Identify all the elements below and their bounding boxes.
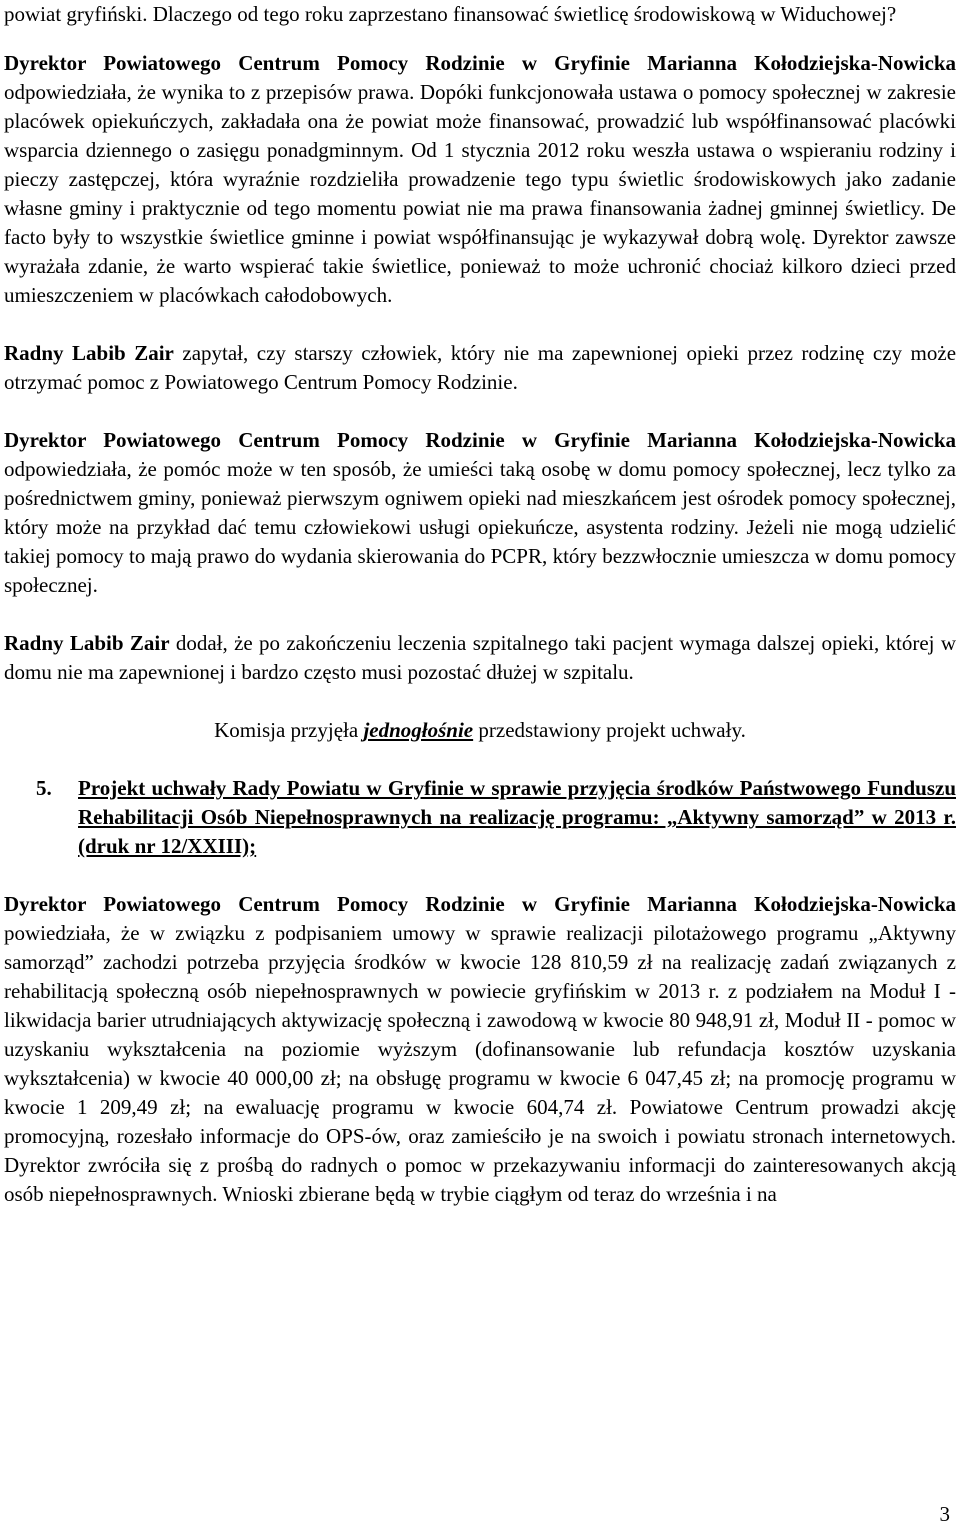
paragraph-director-report [4,890,956,1209]
paragraph-text: odpowiedziała, że pomóc może w ten sposób, że umieści taką osobę w domu pomocy społecznej, lecz tylko za pośrednictwem gminy, ponieważ pierwszym ogniwem opieki nad mieszkańcem jest ośrodek pomocy społecznej, który może na przykład dać temu człowiekowi usługi opiekuńcze, asystenta rodziny. Jeżeli nie mogą udzielić takiej pomocy to mają prawo do wydania skierowania do PCPR, który bezzwłocznie umieszcza w domu pomocy społecznej. [4,457,956,597]
paragraph-councillor-question [4,339,956,397]
resolution-emphasis: jednogłośnie [363,718,474,742]
paragraph-intro [4,0,956,29]
resolution-text: Komisja przyjęła [214,718,364,742]
resolution-line [4,716,956,745]
speaker-name: Dyrektor Powiatowego Centrum Pomocy Rodzinie w Gryfinie Marianna Kołodziejska-Nowicka [4,428,956,452]
document-page [4,0,956,1209]
paragraph-text: zapytał, czy starszy człowiek, który nie ma zapewnionej opieki przez rodzinę czy może otrzymać pomoc z Powiatowego Centrum Pomocy Rodzinie. [4,341,957,394]
agenda-number: 5. [36,776,52,800]
agenda-item [36,774,956,861]
paragraph-director-answer-1 [4,49,956,310]
page-number: 3 [939,1502,950,1526]
speaker-name: Radny Labib Zair [4,341,174,365]
paragraph-text: powiat gryfiński. Dlaczego od tego roku zaprzestano finansować świetlicę środowiskową w Widuchowej? [4,2,897,26]
paragraph-text: powiedziała, że w związku z podpisaniem umowy w sprawie realizacji pilotażowego programu „Aktywny samorząd” zachodzi potrzeba przyjęcia środków w kwocie 128 810,59 zł na realizację zadań związanych z rehabilitacją społeczną osób niepełnosprawnych w powiecie gryfińskim w 2013 r. z podziałem na Moduł I - likwidacja barier utrudniających aktywizację społeczną i zawodową w kwocie 80 948,91 zł, Moduł II - pomoc w uzyskaniu wykształcenia na poziomie wyższym (dofinansowanie lub refundacja kosztów uzyskania wykształcenia) w kwocie 40 000,00 zł; na obsługę programu w kwocie 6 047,45 zł; na promocję programu w kwocie 1 209,49 zł; na ewaluację programu w kwocie 604,74 zł. Powiatowe Centrum prowadzi akcję promocyjną, rozesłało informacje do OPS-ów, oraz zamieściło je na swoich i powiatu stronach internetowych. Dyrektor zwróciła się z prośbą do radnych o pomoc w przekazywaniu informacji do zainteresowanych akcją osób niepełnosprawnych. Wnioski zbierane będą w trybie ciągłym od teraz do września i na [4,921,956,1206]
speaker-name: Radny Labib Zair [4,631,170,655]
agenda-title: Projekt uchwały Rady Powiatu w Gryfinie w sprawie przyjęcia środków Państwowego Funduszu Rehabilitacji Osób Niepełnosprawnych na realizację programu: „Aktywny samorząd” w 2013 r. (druk nr 12/XXIII); [78,776,956,858]
paragraph-text: dodał, że po zakończeniu leczenia szpitalnego taki pacjent wymaga dalszej opieki, której w domu nie ma zapewnionej i bardzo często musi pozostać dłużej w szpitalu. [4,631,956,684]
speaker-name: Dyrektor Powiatowego Centrum Pomocy Rodzinie w Gryfinie Marianna Kołodziejska-Nowicka [4,51,956,75]
resolution-text: przedstawiony projekt uchwały. [473,718,746,742]
speaker-name: Dyrektor Powiatowego Centrum Pomocy Rodzinie w Gryfinie Marianna Kołodziejska-Nowicka [4,892,956,916]
paragraph-councillor-remark [4,629,956,687]
paragraph-text: odpowiedziała, że wynika to z przepisów prawa. Dopóki funkcjonowała ustawa o pomocy społecznej w zakresie placówek opiekuńczych, zakładała ona że powiat może finansować, prowadzić lub współfinansować placówki wsparcia dziennego o zasięgu ponadgminnym. Od 1 stycznia 2012 roku weszła ustawa o wspieraniu rodziny i pieczy zastępczej, która wyraźnie rozdzieliła prowadzenie tego typu świetlic środowiskowych jako zadanie własne gminy i praktycznie od tego momentu powiat nie ma prawa finansowania żadnej gminnej świetlicy. De facto były to wszystkie świetlice gminne i powiat współfinansując je wykazywał dobrą wolę. Dyrektor zawsze wyrażała zdanie, że warto wspierać takie świetlice, ponieważ to może uchronić chociaż kilkoro dzieci przed umieszczeniem w placówkach całodobowych. [4,80,956,307]
paragraph-director-answer-2 [4,426,956,600]
